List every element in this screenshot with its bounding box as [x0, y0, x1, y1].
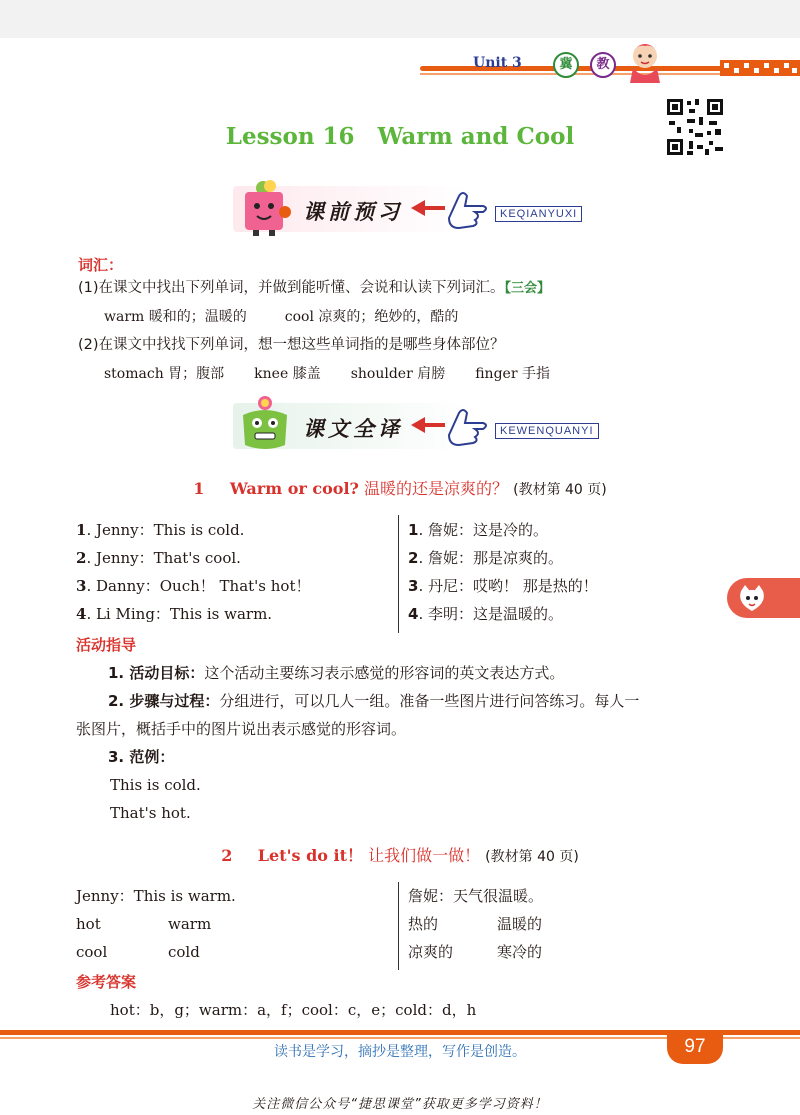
word-finger: finger 手指 — [475, 366, 550, 382]
section-1-cn: 温暖的还是凉爽的？ — [364, 479, 509, 498]
lesson-title: Lesson 16 Warm and Cool — [225, 123, 575, 150]
checker-pattern-icon — [720, 60, 800, 76]
vocab-words-1 — [104, 307, 458, 327]
dialog-line-en-1: 1. Jenny：This is cold. — [76, 521, 245, 539]
word-en-hot: hot — [76, 915, 101, 933]
banner-preview — [233, 178, 578, 238]
dialog-line-en-3: 3. Danny：Ouch！ That's hot！ — [76, 577, 311, 595]
vocab-words-2 — [104, 364, 550, 384]
guide-item-3: 3. 范例： — [108, 748, 175, 766]
section-2-number: 2 — [221, 846, 233, 865]
section-2-en: Let's do it！ — [257, 846, 363, 865]
example-1: This is cold. — [110, 776, 201, 794]
section-1-en: Warm or cool? — [229, 479, 359, 498]
page-number: 97 — [684, 1036, 706, 1057]
word-cn-hot: 热的 — [408, 915, 439, 933]
example-2: That's hot. — [110, 804, 191, 822]
arrow-left-icon — [411, 200, 445, 216]
section-2-ref: (教材第 40 页) — [485, 849, 579, 865]
word-en-cold: cold — [168, 943, 200, 961]
header-background — [0, 0, 800, 38]
word-cn-cold: 寒冷的 — [497, 943, 543, 961]
footer-motto: 读书是学习，摘抄是整理，写作是创造。 — [274, 1044, 526, 1060]
word-cool: cool 凉爽的；绝妙的，酷的 — [284, 309, 459, 325]
pink-cube-mascot-icon — [235, 178, 295, 238]
dialog2-en-1: Jenny：This is warm. — [76, 887, 236, 905]
girl-mascot-icon — [620, 38, 670, 83]
pointing-hand-icon — [445, 405, 491, 449]
sanhui-tag: 【三会】 — [504, 281, 551, 296]
word-stomach: stomach 胃；腹部 — [104, 366, 225, 382]
column-divider — [398, 882, 399, 970]
guide-item-1: 1. 活动目标：这个活动主要练习表示感觉的形容词的英文表达方式。 — [108, 664, 565, 682]
footer-note: 关注微信公众号“捷思课堂”获取更多学习资料！ — [252, 1097, 548, 1112]
guide-item-2-cont: 张图片，概括手中的图片说出表示感觉的形容词。 — [76, 720, 407, 738]
dialog-line-cn-1: 1. 詹妮：这是冷的。 — [408, 521, 548, 539]
section-1-title — [0, 478, 800, 501]
badge-ji: 冀 — [553, 52, 579, 78]
banner-preview-en: KEQIANYUXI — [495, 206, 582, 222]
dialog-line-cn-3: 3. 丹尼：哎哟！ 那是热的！ — [408, 577, 598, 595]
word-cn-warm: 温暖的 — [497, 915, 543, 933]
banner-translation — [233, 395, 594, 455]
arrow-left-icon — [411, 417, 445, 433]
dialog-line-cn-2: 2. 詹妮：那是凉爽的。 — [408, 549, 563, 567]
vocab-item-2: (2)在课文中找找下列单词，想一想这些单词指的是哪些身体部位？ — [78, 337, 505, 353]
guide-item-2: 2. 步骤与过程：分组进行，可以几人一组。准备一些图片进行问答练习。每人一 — [108, 692, 640, 710]
green-monster-mascot-icon — [235, 395, 295, 455]
dialog2-cn-1: 詹妮：天气很温暖。 — [408, 887, 544, 905]
section-1-ref: (教材第 40 页) — [513, 482, 607, 498]
pointing-hand-icon — [445, 188, 491, 232]
word-warm: warm 暖和的；温暖的 — [104, 309, 247, 325]
vocab-item-1-text: (1)在课文中找出下列单词，并做到能听懂、会说和认读下列词汇。 — [78, 280, 505, 296]
unit-label: Unit 3 — [473, 55, 522, 71]
vocab-heading: 词汇： — [78, 256, 124, 274]
answers-text: hot：b，g；warm：a，f；cool：c，e；cold：d，h — [110, 1001, 477, 1019]
badge-jiao: 教 — [590, 52, 616, 78]
word-shoulder: shoulder 肩膀 — [350, 366, 446, 382]
section-2-cn: 让我们做一做！ — [368, 846, 481, 865]
word-en-cool: cool — [76, 943, 108, 961]
word-en-warm: warm — [168, 915, 212, 933]
word-cn-cool: 凉爽的 — [408, 943, 454, 961]
banner-translation-title: 课文全译 — [303, 417, 403, 441]
dialog-line-en-4: 4. Li Ming：This is warm. — [76, 605, 273, 623]
guide-heading: 活动指导 — [76, 636, 137, 654]
column-divider — [398, 515, 399, 633]
dialog-line-en-2: 2. Jenny：That's cool. — [76, 549, 241, 567]
vocab-item-1 — [78, 278, 550, 299]
section-1-number: 1 — [193, 479, 205, 498]
word-knee: knee 膝盖 — [254, 366, 321, 382]
banner-translation-en: KEWENQUANYI — [495, 423, 599, 439]
answers-heading: 参考答案 — [76, 973, 137, 991]
dialog-line-cn-4: 4. 李明：这是温暖的。 — [408, 605, 563, 623]
section-2-title — [0, 845, 800, 868]
page-header — [0, 0, 800, 90]
banner-preview-title: 课前预习 — [303, 200, 403, 224]
cat-face-icon — [737, 583, 767, 613]
